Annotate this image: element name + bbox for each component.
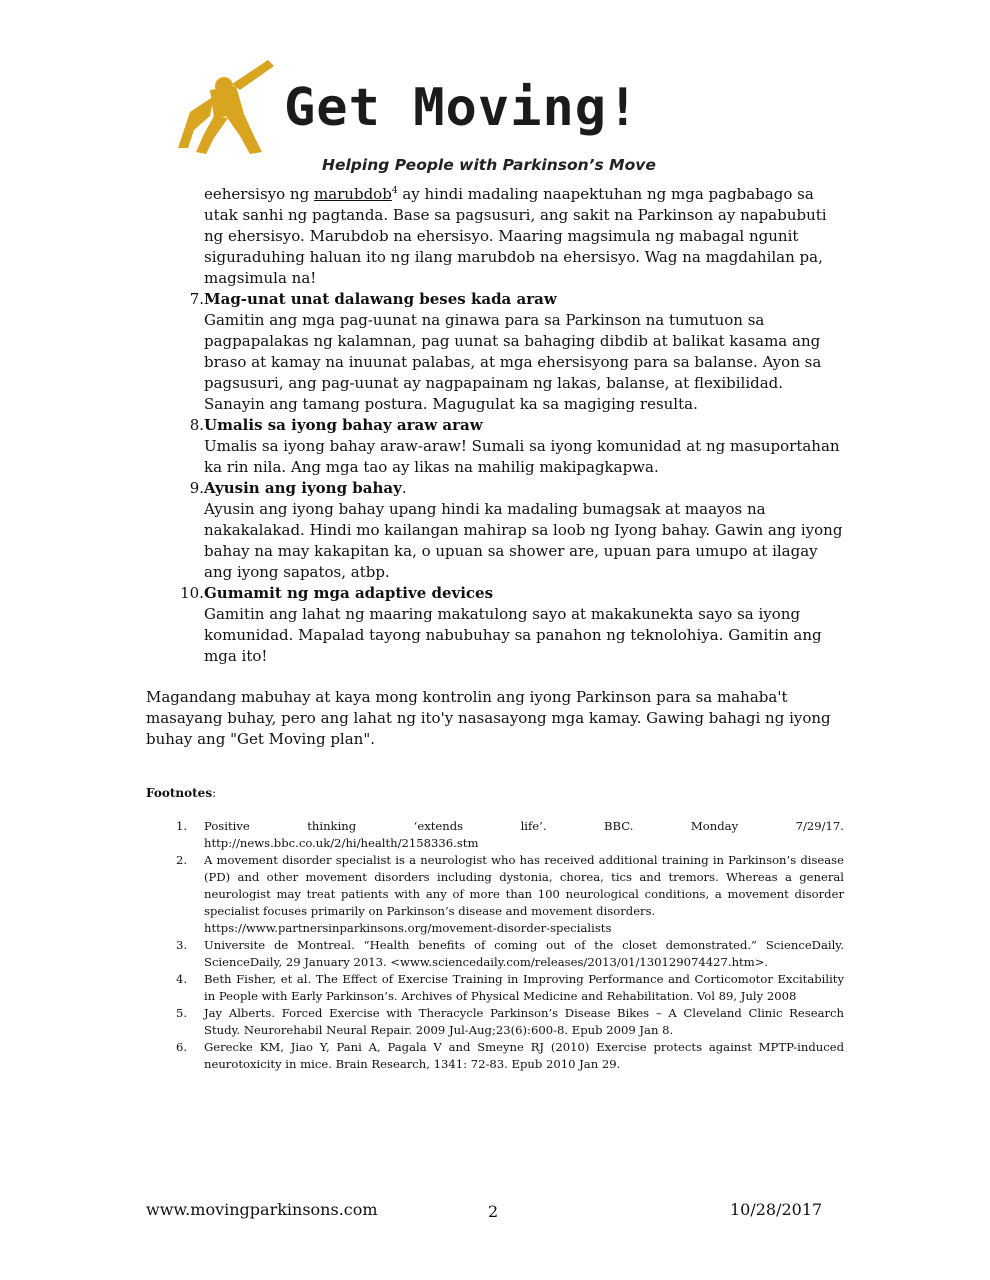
footnote-number: 1.	[176, 819, 188, 833]
intro-pre: eehersisyo ng	[204, 185, 314, 203]
footer-page-number: 2	[488, 1202, 499, 1221]
list-item	[146, 583, 846, 667]
marubdob-link[interactable]: marubdob	[313, 185, 392, 203]
list-item-body: Ayusin ang iyong bahay upang hindi ka madaling bumagsak at maayos na nakakalakad. Hindi mo kailangan mahirap sa loob ng Iyong bahay. Gawin ang iyong bahay na may kakapitan ka, o upuan sa shower are, upuan para umupo at ilagay ang iyong sapatos, atbp.	[204, 500, 843, 581]
logo-title: Get Moving!	[284, 78, 640, 138]
tips-list	[146, 184, 846, 667]
intro-post: ay hindi madaling naapektuhan ng mga pagbabago sa utak sanhi ng pagtanda. Base sa pagsusuri, ang sakit na Parkinson ay napabubuti ng ehersisyo. Marubdob na ehersisyo. Maaring magsimula ng mabagal ngunit siguraduhing haluan ito ng ilang marubdob na ehersisyo. Wag na magdahilan pa, magsimula na!	[204, 185, 827, 287]
list-item-title: Gumamit ng mga adaptive devices	[204, 584, 494, 602]
footer-website[interactable]: www.movingparkinsons.com	[146, 1200, 378, 1219]
footnote-item	[146, 971, 844, 1005]
footnote-url[interactable]: https://www.partnersinparkinsons.org/movement-disorder-specialists	[204, 921, 612, 935]
list-item-body: Umalis sa iyong bahay araw-araw! Sumali sa iyong komunidad at ng masuportahan ka rin nila. Ang mga tao ay likas na mahilig makipagkapwa.	[204, 437, 840, 476]
list-number: 8.	[189, 416, 204, 434]
footnote-number: 3.	[176, 938, 188, 952]
list-item-title: Ayusin ang iyong bahay	[204, 479, 402, 497]
list-number: 10.	[180, 584, 204, 602]
list-number: 7.	[189, 290, 204, 308]
list-item	[146, 289, 846, 415]
footnote-item	[146, 937, 844, 971]
footnote-ref-4[interactable]: 4	[391, 186, 398, 196]
list-item-body: Gamitin ang mga pag-uunat na ginawa para sa Parkinson na tumutuon sa pagpapalakas ng kalamnan, pag uunat sa bahaging dibdib at balikat kasama ang braso at kamay na inuunat palabas, at mga ehersisyong para sa balanse. Ayon sa pagsusuri, ang pag-uunat ay nagpapainam ng lakas, balanse, at flexibilidad. Sanayin ang tamang postura. Magugulat ka sa magiging resulta.	[204, 311, 822, 413]
footnote-url[interactable]: http://news.bbc.co.uk/2/hi/health/2158336.stm	[204, 836, 479, 850]
list-item-body: Gamitin ang lahat ng maaring makatulong sayo at makakunekta sayo sa iyong komunidad. Mapalad tayong nabubuhay sa panahon ng teknolohiya. Gamitin ang mga ito!	[204, 605, 822, 665]
stretching-person-icon	[170, 56, 280, 156]
intro-continuation	[146, 184, 846, 289]
list-item-title: Umalis sa iyong bahay araw araw	[204, 416, 483, 434]
footnotes-section	[146, 818, 844, 1073]
list-item-title: Mag-unat unat dalawang beses kada araw	[204, 290, 557, 308]
footnote-text: Beth Fisher, et al. The Effect of Exercise Training in Improving Performance and Corticomotor Excitability in People with Early Parkinson’s. Archives of Physical Medicine and Rehabilitation. Vol 89, July 2008	[204, 972, 844, 1003]
footnote-item	[146, 1005, 844, 1039]
closing-paragraph: Magandang mabuhay at kaya mong kontrolin ang iyong Parkinson para sa mahaba't masayang buhay, pero ang lahat ng ito'y nasasayong mga kamay. Gawing bahagi ng iyong buhay ang "Get Moving plan".	[146, 688, 831, 748]
footnote-item	[146, 1039, 844, 1073]
footnote-number: 5.	[176, 1006, 188, 1020]
footnote-item	[146, 818, 844, 852]
list-item	[146, 415, 846, 478]
main-content	[146, 184, 846, 750]
header-logo	[170, 56, 690, 180]
footnote-text: Positive thinking ‘extends life’. BBC. Monday 7/29/17.	[204, 819, 844, 833]
footer-date: 10/28/2017	[730, 1200, 823, 1219]
list-number: 9.	[189, 479, 204, 497]
footnotes-list	[146, 818, 844, 1073]
footnote-number: 4.	[176, 972, 188, 986]
footnote-number: 2.	[176, 853, 188, 867]
list-item: 9. Ayusin ang iyong bahay. Ayusin ang iyong bahay upang hindi ka madaling bumagsak at maayos na nakakalakad. Hindi mo kailangan mahirap sa loob ng Iyong bahay. Gawin ang iyong bahay na may kakapitan ka, o upuan sa shower are, upuan para umupo at ilagay ang iyong sapatos, atbp.	[189, 479, 843, 581]
footnote-text: A movement disorder specialist is a neurologist who has received additional training in Parkinson’s disease (PD) and other movement disorders including dystonia, chorea, tics and tremors. Whereas a general neurologist may treat patients with any of more than 100 neurological conditions, a movement disorder specialist focuses primarily on Parkinson’s disease and movement disorders.	[204, 853, 844, 918]
footnote-item	[146, 852, 844, 937]
logo-tagline: Helping People with Parkinson’s Move	[322, 156, 656, 174]
footnotes-heading: Footnotes:	[146, 786, 217, 800]
footnote-text: Gerecke KM, Jiao Y, Pani A, Pagala V and Smeyne RJ (2010) Exercise protects against MPTP-induced neurotoxicity in mice. Brain Research, 1341: 72-83. Epub 2010 Jan 29.	[204, 1040, 844, 1071]
footnote-text: Jay Alberts. Forced Exercise with Theracycle Parkinson’s Disease Bikes – A Cleveland Clinic Research Study. Neurorehabil Neural Repair. 2009 Jul-Aug;23(6):600-8. Epub 2009 Jan 8.	[204, 1006, 844, 1037]
footnote-text: Universite de Montreal. “Health benefits of coming out of the closet demonstrated.” ScienceDaily. ScienceDaily, 29 January 2013. <www.sciencedaily.com/releases/2013/01/130129074427.htm>.	[204, 938, 844, 969]
footnote-number: 6.	[176, 1040, 188, 1054]
